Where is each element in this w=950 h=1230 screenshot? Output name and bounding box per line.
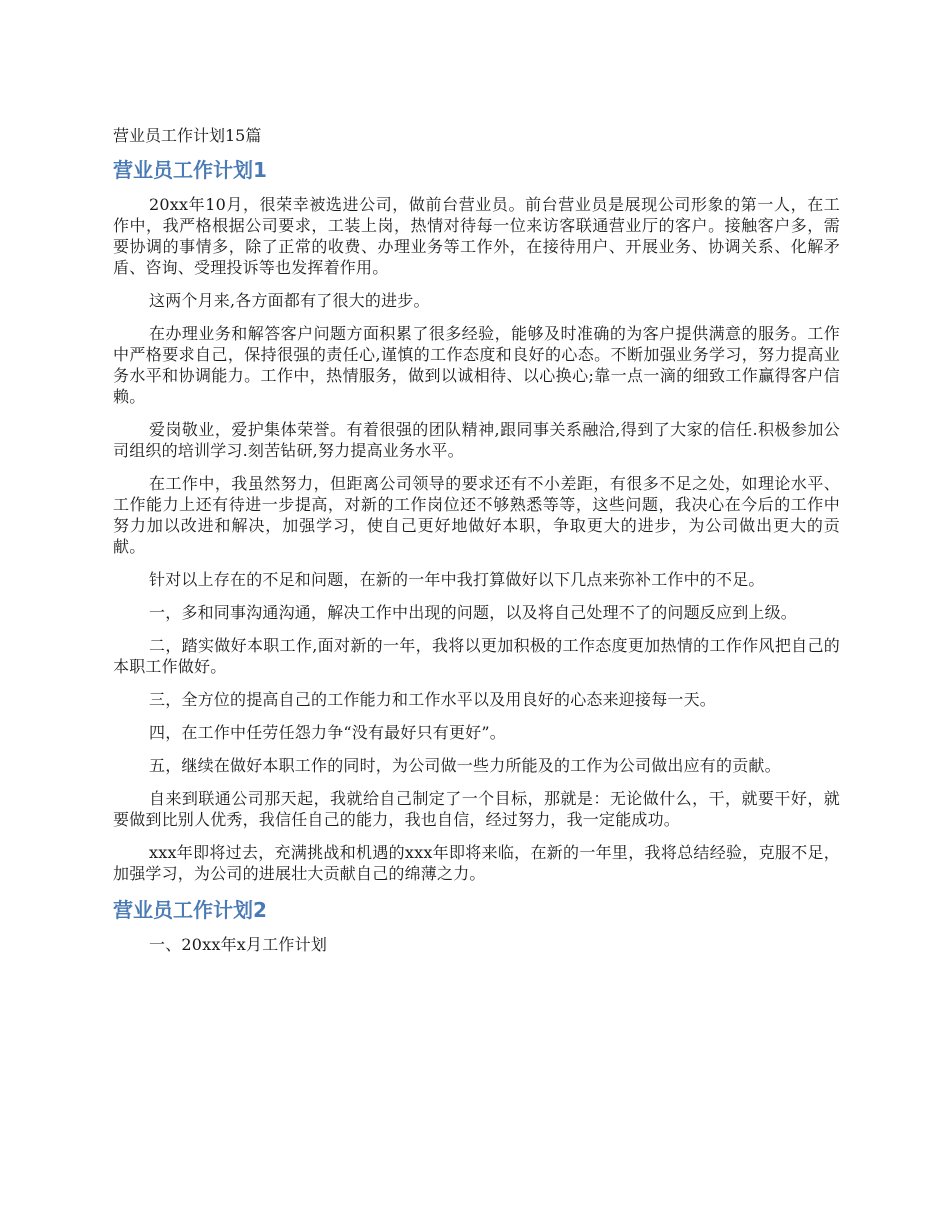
paragraph: xxx年即将过去，充满挑战和机遇的xxx年即将来临，在新的一年里，我将总结经验，克服不足，加强学习，为公司的进展壮大贡献自己的绵薄之力。	[113, 843, 840, 883]
section-2	[113, 896, 840, 955]
paragraph: 爱岗敬业，爱护集体荣誉。有着很强的团队精神,跟同事关系融洽,得到了大家的信任.积极参加公司组织的培训学习.刻苦钻研,努力提高业务水平。	[113, 420, 840, 460]
section-1	[113, 156, 840, 884]
paragraph: 二，踏实做好本职工作,面对新的一年，我将以更加积极的工作态度更加热情的工作作风把自己的本职工作做好。	[113, 636, 840, 676]
paragraph: 20xx年10月，很荣幸被选进公司，做前台营业员。前台营业员是展现公司形象的第一人，在工作中，我严格根据公司要求，工装上岗，热情对待每一位来访客联通营业厅的客户。接触客户多，需要协调的事情多，除了正常的收费、办理业务等工作外，在接待用户、开展业务、协调关系、化解矛盾、咨询、受理投诉等也发挥着作用。	[113, 195, 840, 277]
paragraph: 五，继续在做好本职工作的同时，为公司做一些力所能及的工作为公司做出应有的贡献。	[149, 756, 781, 775]
paragraph: 一，多和同事沟通沟通，解决工作中出现的问题，以及将自己处理不了的问题反应到上级。	[149, 603, 798, 622]
paragraph: 在工作中，我虽然努力，但距离公司领导的要求还有不小差距，有很多不足之处，如理论水平、工作能力上还有待进一步提高，对新的工作岗位还不够熟悉等等，这些问题，我决心在今后的工作中努力加以改进和解决，加强学习，使自己更好地做好本职，争取更大的进步，为公司做出更大的贡献。	[113, 474, 840, 556]
section-heading: 营业员工作计划1	[113, 158, 267, 182]
paragraph: 这两个月来,各方面都有了很大的进步。	[149, 291, 430, 310]
paragraph: 三，全方位的提高自己的工作能力和工作水平以及用良好的心态来迎接每一天。	[149, 690, 717, 709]
paragraph: 一、20xx年x月工作计划	[149, 935, 328, 954]
paragraph: 四，在工作中任劳任怨力争“没有最好只有更好”。	[149, 723, 506, 742]
paragraph: 在办理业务和解答客户问题方面积累了很多经验，能够及时准确的为客户提供满意的服务。工作中严格要求自己，保持很强的责任心,谨慎的工作态度和良好的心态。不断加强业务学习，努力提高业务水平和协调能力。工作中，热情服务，做到以诚相待、以心换心;靠一点一滴的细致工作赢得客户信赖。	[113, 324, 840, 406]
document-title: 营业员工作计划15篇	[113, 126, 262, 145]
paragraph: 自来到联通公司那天起，我就给自己制定了一个目标，那就是：无论做什么，干，就要干好，就要做到比别人优秀，我信任自己的能力，我也自信，经过努力，我一定能成功。	[113, 789, 840, 829]
section-heading: 营业员工作计划2	[113, 898, 267, 922]
document-page	[113, 124, 840, 967]
paragraph: 针对以上存在的不足和问题，在新的一年中我打算做好以下几点来弥补工作中的不足。	[149, 570, 765, 589]
